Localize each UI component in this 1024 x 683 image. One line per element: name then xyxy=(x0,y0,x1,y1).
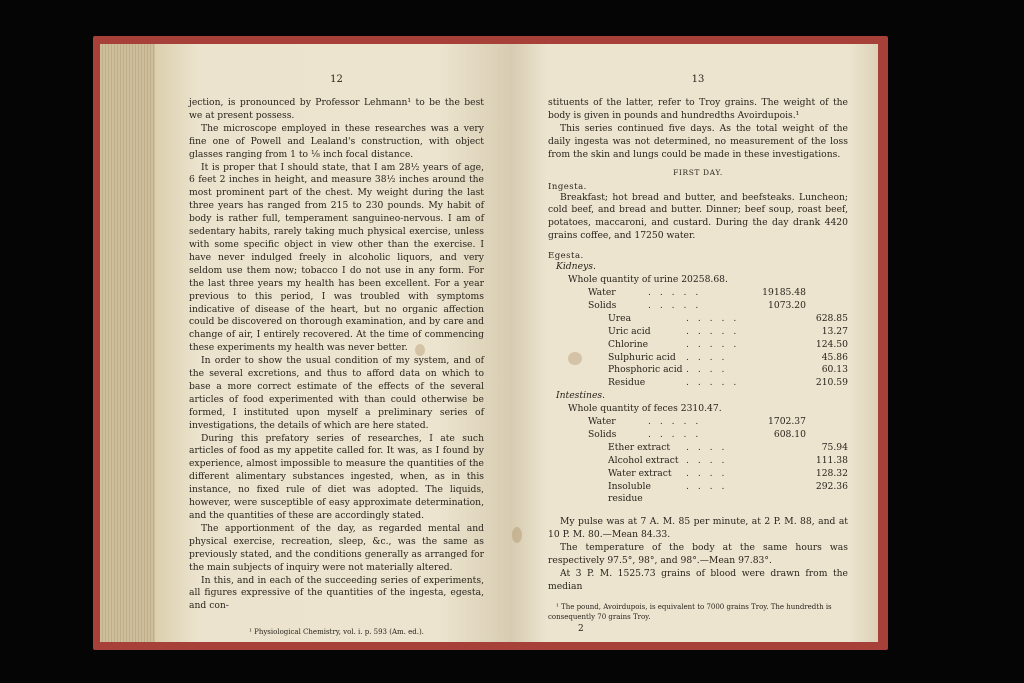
row-value: 13.27 xyxy=(821,325,848,337)
row-label: Solids xyxy=(588,428,617,440)
paragraph: It is proper that I should state, that I am 28½ years of age, 6 feet 2 inches in height, and measure 38½ inches around the most prominent part of the chest. My weight during the last three years has ranged from 215 to 230 pounds. My habit of body is rather full, temperament sanguineo-nervous. I am of sedentary habits, rarely taking much physical exercise, unless with some specific object in view other than the exercise. I have never indulged freely in alcoholic liquors, and very seldom use them now; tobacco I do not use in any form. For the last three years my health has been excellent. For a year previous to this period, I was troubled with symptoms indicative of disease of the heart, but no organic affection could be discovered on thorough examination, and by care and change of air, I entirely recovered. At the time of commencing these experiments my health was never better. xyxy=(189,161,484,354)
row-spacer xyxy=(806,300,848,313)
leader-dots: . . . . xyxy=(686,480,728,492)
paragraph: jection, is pronounced by Professor Lehmann¹ to be the best we at present possess. xyxy=(189,97,484,121)
table-row xyxy=(588,429,848,442)
row-value: 124.50 xyxy=(815,338,848,350)
row-label: Chlorine xyxy=(608,338,649,350)
row-value: 1702.37 xyxy=(768,416,806,428)
leader-dots: . . . . xyxy=(686,351,728,363)
footnote: ¹ The pound, Avoirdupois, is equivalent to 7000 grains Troy. The hundredth is consequently 70 grains Troy. xyxy=(548,602,832,621)
table-row xyxy=(588,300,848,313)
paragraph: At 3 P. M. 1525.73 grains of blood were drawn from the median xyxy=(548,568,848,592)
row-value: 128.32 xyxy=(815,467,848,479)
row-label: Uric acid xyxy=(608,325,651,337)
table-row xyxy=(608,481,848,507)
row-value: 60.13 xyxy=(821,364,848,376)
leader-dots: . . . . . xyxy=(648,428,702,440)
table-row xyxy=(588,416,848,429)
urine-table xyxy=(548,287,848,390)
ingesta-body xyxy=(548,192,848,244)
row-value: 210.59 xyxy=(815,377,848,389)
section-heading: FIRST DAY. xyxy=(673,167,723,177)
row-label: Water xyxy=(588,286,616,298)
row-label: Ether extract xyxy=(608,441,671,453)
row-value: 75.94 xyxy=(821,441,848,453)
row-spacer xyxy=(806,287,848,300)
leader-dots: . . . . . xyxy=(648,299,702,311)
paragraph: In order to show the usual condition of my system, and of the several excretions, and thus to afford data on which to base a more correct estimate of the effects of the several articles of food experimented with than could otherwise be formed, I instituted upon myself a preliminary series of investigations, the details of which are here stated. xyxy=(189,355,484,431)
leader-dots: . . . . xyxy=(686,364,728,376)
paragraph: The microscope employed in these researches was a very fine one of Powell and Lealand's construction, with object glasses ranging from 1 to ⅛ inch focal distance. xyxy=(189,122,484,160)
page-number: 12 xyxy=(330,74,343,85)
row-value: 608.10 xyxy=(773,428,806,440)
feces-table xyxy=(548,416,848,506)
row-label: Insoluble residue xyxy=(608,480,651,505)
paragraph: The apportionment of the day, as regarded mental and physical exercise, recreation, sleep, &c., was the same as previously stated, and the conditions generally as arranged for the main subjects of inquiry were not materially altered. xyxy=(189,522,484,573)
row-label: Alcohol extract xyxy=(608,454,679,466)
leader-dots: . . . . . xyxy=(648,286,702,298)
paragraph: The temperature of the body at the same hours was respectively 97.5°, 98°, and 98°.—Mean 97.83°. xyxy=(548,542,848,567)
row-label: Solids xyxy=(588,299,617,311)
table-row xyxy=(608,377,848,390)
row-label: Urea xyxy=(608,312,632,324)
page-edges xyxy=(100,44,160,642)
intestines-label: Intestines. xyxy=(556,390,606,402)
leader-dots: . . . . . xyxy=(686,312,740,324)
page-number: 13 xyxy=(691,74,705,85)
paragraph: My pulse was at 7 A. M. 85 per minute, at 2 P. M. 88, and at 10 P. M. 80.—Mean 84.33. xyxy=(548,516,848,541)
row-label: Water xyxy=(588,416,616,428)
row-label: Sulphuric acid xyxy=(608,351,676,363)
table-row xyxy=(608,364,848,377)
table-row xyxy=(588,287,848,300)
leader-dots: . . . . . xyxy=(686,338,740,350)
right-body-top xyxy=(548,97,848,162)
row-value: 1073.20 xyxy=(768,299,806,311)
left-page xyxy=(155,44,510,642)
row-value: 45.86 xyxy=(821,351,848,363)
right-body-bottom xyxy=(548,516,848,593)
leader-dots: . . . . xyxy=(686,441,728,453)
row-spacer xyxy=(806,429,848,442)
paper-stain xyxy=(415,344,425,356)
row-label: Water extract xyxy=(608,467,672,479)
row-spacer xyxy=(806,416,848,429)
left-body xyxy=(189,97,484,613)
egesta-heading: Egesta. xyxy=(548,251,584,262)
paragraph: In this, and in each of the succeeding series of experiments, all figures expressive of the quantities of the ingesta, egesta, and con- xyxy=(189,574,484,612)
table-row xyxy=(608,455,848,468)
paragraph: stituents of the latter, refer to Troy grains. The weight of the body is given in pounds and hundredths Avoirdupois.¹ xyxy=(548,97,848,121)
table-row xyxy=(608,352,848,365)
row-value: 19185.48 xyxy=(762,286,806,298)
table-row xyxy=(608,339,848,352)
table-row xyxy=(608,468,848,481)
urine-total: Whole quantity of urine 20258.68. xyxy=(568,274,728,286)
table-row xyxy=(608,326,848,339)
leader-dots: . . . . . xyxy=(648,416,702,428)
paper-stain xyxy=(568,352,582,365)
row-label: Residue xyxy=(608,377,646,389)
footnote: ¹ Physiological Chemistry, vol. i. p. 593 (Am. ed.). xyxy=(249,628,424,637)
paragraph: During this prefatory series of researches, I ate such articles of food as my appetite called for. It was, as I found by experience, almost impossible to measure the quantities of the different alimentary substances ingested, when, as in this instance, no fixed rule of diet was adopted. The liquids, however, were susceptible of easy approximate determination, and the quantities of these are accordingly stated. xyxy=(189,432,484,521)
paragraph: This series continued five days. As the total weight of the daily ingesta was not determined, no measurement of the loss from the skin and lungs could be made in these investigations. xyxy=(548,122,848,160)
table-row xyxy=(608,313,848,326)
leader-dots: . . . . xyxy=(686,467,728,479)
table-row xyxy=(608,442,848,455)
paper-stain xyxy=(512,527,522,543)
ingesta-text: Breakfast; hot bread and butter, and beefsteaks. Luncheon; cold beef, and bread and butter. Dinner; beef soup, roast beef, potatoes, maccaroni, and custard. During the day drank 4420 grains coffee, and 17250 water. xyxy=(548,191,848,242)
row-value: 292.36 xyxy=(815,480,848,492)
leader-dots: . . . . . xyxy=(686,377,740,389)
row-label: Phosphoric acid xyxy=(608,364,683,376)
leader-dots: . . . . . xyxy=(686,325,740,337)
row-value: 628.85 xyxy=(815,312,848,324)
ingesta-heading: Ingesta. xyxy=(548,181,587,192)
feces-total: Whole quantity of feces 2310.47. xyxy=(568,403,722,415)
row-value: 111.38 xyxy=(815,454,848,466)
signature-mark: 2 xyxy=(578,623,584,634)
right-page xyxy=(510,44,878,642)
kidneys-label: Kidneys. xyxy=(556,261,596,273)
leader-dots: . . . . xyxy=(686,454,728,466)
